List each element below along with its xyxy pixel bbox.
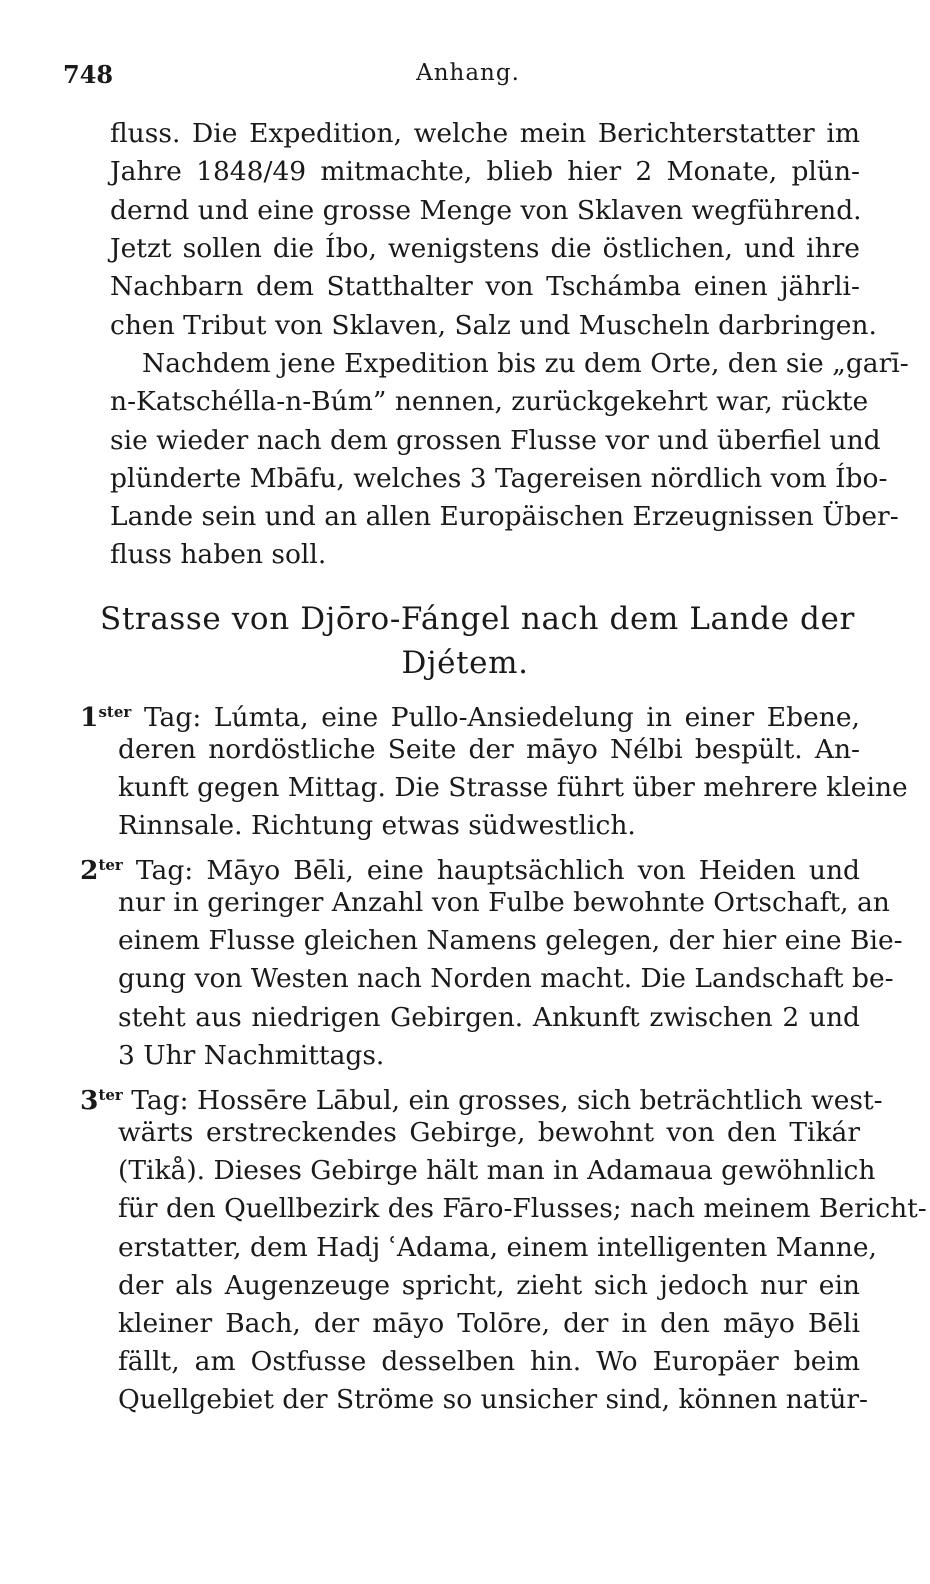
day-label: $2^{ter}$ Tag:: [80, 855, 194, 886]
day-label: $3^{ter}$ Tag:: [80, 1085, 189, 1116]
running-head: Anhang.: [416, 60, 520, 86]
day-text-line: kunft gegen Mittag. Die Strasse führt über mehrere kleine: [118, 772, 908, 803]
body-line: sie wieder nach dem grossen Flusse vor und überfiel und: [110, 425, 881, 456]
body-line: Nachbarn dem Statthalter von Tschámba einen jährli-: [110, 271, 860, 302]
day-text-line: der als Augenzeuge spricht, zieht sich jedoch nur ein: [118, 1270, 860, 1301]
body-line: Jahre 1848/49 mitmachte, blieb hier 2 Monate, plün-: [110, 156, 860, 187]
day-text-line: (Tikå). Dieses Gebirge hält man in Adamaua gewöhnlich: [118, 1155, 876, 1186]
body-line: dernd und eine grosse Menge von Sklaven wegführend.: [110, 195, 862, 226]
day-text: Lúmta, eine Pullo-Ansiedelung in einer Ebene,: [213, 702, 860, 733]
day-text-line: kleiner Bach, der māyo Tolōre, der in den māyo Bēli: [118, 1308, 860, 1339]
page-header: [63, 60, 873, 100]
body-line: plünderte Mbāfu, welches 3 Tagereisen nördlich vom Íbo-: [110, 463, 888, 494]
day-text-line: deren nordöstliche Seite der māyo Nélbi bespült. An-: [118, 734, 860, 765]
day-text-line: Quellgebiet der Ströme so unsicher sind, können natür-: [118, 1384, 869, 1415]
day-text-line: Rinnsale. Richtung etwas südwestlich.: [118, 810, 636, 841]
body-line: Nachdem jene Expedition bis zu dem Orte, den sie „garī-: [142, 348, 909, 379]
day-text: Māyo Bēli, eine hauptsächlich von Heiden und: [206, 855, 860, 886]
section-heading: Djétem.: [401, 645, 529, 681]
day-text-line: für den Quellbezirk des Fāro-Flusses; nach meinem Bericht-: [118, 1193, 927, 1224]
body-line: n-Katschélla-n-Búm” nennen, zurückgekehrt war, rückte: [110, 386, 869, 417]
day-text-line: wärts erstreckendes Gebirge, bewohnt von den Tikár: [118, 1117, 860, 1148]
day-text-line: fällt, am Ostfusse desselben hin. Wo Europäer beim: [118, 1346, 860, 1377]
body-line: fluss. Die Expedition, welche mein Berichterstatter im: [110, 118, 860, 149]
body-line: Lande sein und an allen Europäischen Erzeugnissen Über-: [110, 501, 899, 532]
body-line: Jetzt sollen die Íbo, wenigstens die östlichen, und ihre: [110, 233, 860, 264]
day-label: $1^{ster}$ Tag:: [80, 702, 202, 733]
section-heading: Strasse von Djōro-Fángel nach dem Lande der: [100, 601, 855, 637]
day-text-line: 3 Uhr Nachmittags.: [118, 1040, 385, 1071]
day-text: Hossēre Lābul, ein grosses, sich beträchtlich west-: [197, 1085, 883, 1116]
day-text-line: erstatter, dem Hadj ʿAdama, einem intelligenten Manne,: [118, 1232, 877, 1263]
day-text-line: einem Flusse gleichen Namens gelegen, der hier eine Bie-: [118, 925, 903, 956]
body-line: fluss haben soll.: [110, 539, 327, 570]
body-line: chen Tribut von Sklaven, Salz und Muscheln darbringen.: [110, 310, 877, 341]
page-number: 748: [63, 60, 114, 89]
day-text-line: steht aus niedrigen Gebirgen. Ankunft zwischen 2 und: [118, 1002, 860, 1033]
day-text-line: gung von Westen nach Norden macht. Die Landschaft be-: [118, 963, 894, 994]
day-text-line: nur in geringer Anzahl von Fulbe bewohnte Ortschaft, an: [118, 887, 890, 918]
